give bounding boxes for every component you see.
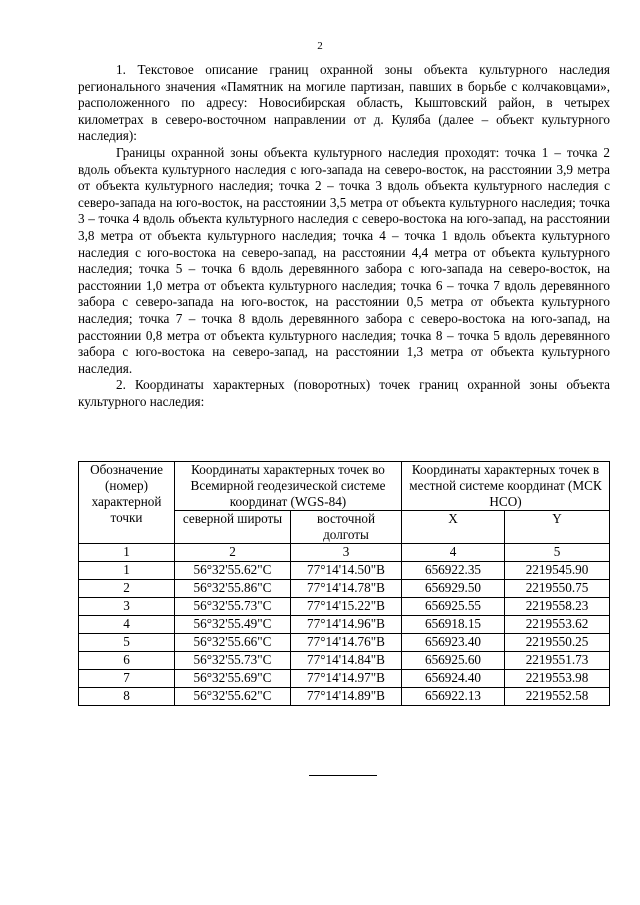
x-cell: 656923.40 [402, 634, 505, 652]
y-cell: 2219558.23 [505, 598, 610, 616]
latitude-cell: 56°32'55.62"С [175, 688, 291, 706]
longitude-cell: 77°14'14.84"В [291, 652, 402, 670]
x-cell: 656922.13 [402, 688, 505, 706]
latitude-cell: 56°32'55.62"С [175, 562, 291, 580]
column-number: 3 [291, 544, 402, 562]
longitude-cell: 77°14'14.50"В [291, 562, 402, 580]
column-number-row [79, 544, 610, 562]
y-cell: 2219552.58 [505, 688, 610, 706]
header-y: Y [505, 511, 610, 544]
x-cell: 656925.55 [402, 598, 505, 616]
longitude-cell: 77°14'15.22"В [291, 598, 402, 616]
table-row [79, 562, 610, 580]
column-number: 4 [402, 544, 505, 562]
column-number: 2 [175, 544, 291, 562]
table-row [79, 616, 610, 634]
x-cell: 656922.35 [402, 562, 505, 580]
longitude-cell: 77°14'14.96"В [291, 616, 402, 634]
point-number-cell: 8 [79, 688, 175, 706]
latitude-cell: 56°32'55.49"С [175, 616, 291, 634]
header-longitude: восточной долготы [291, 511, 402, 544]
x-cell: 656918.15 [402, 616, 505, 634]
header-wgs84: Координаты характерных точек во Всемирной геодезической системе координат (WGS-84) [175, 462, 402, 511]
paragraph-boundary-points: Границы охранной зоны объекта культурного наследия проходят: точка 1 – точка 2 вдоль объекта культурного наследия с юго-запада на северо-восток, на расстоянии 3,9 метра от объекта культурного наследия; точка 2 – точка 3 вдоль объекта культурного наследия с северо-запада на юго-восток, на расстоянии 3,5 метра от объекта культурного наследия; точка 3 – точка 4 вдоль объекта культурного наследия с северо-востока на юго-запад, на расстоянии 3,8 метра от объекта культурного наследия; точка 4 – точка 1 вдоль объекта культурного наследия с юго-востока на северо-запад, на расстоянии 4,4 метра от объекта культурного наследия; точка 5 – точка 6 вдоль деревянного забора с юго-запада на северо-восток, на расстоянии 1,0 метра от объекта культурного наследия; точка 6 – точка 7 вдоль деревянного забора с северо-запада на юго-восток, на расстоянии 0,5 метра от объекта культурного наследия; точка 7 – точка 8 вдоль деревянного забора с северо-востока на юго-запад, на расстоянии 0,8 метра от объекта культурного наследия; точка 8 – точка 5 вдоль деревянного забора с юго-востока на северо-запад, на расстоянии 1,3 метра от объекта культурного наследия. [78, 144, 610, 376]
point-number-cell: 7 [79, 670, 175, 688]
x-cell: 656924.40 [402, 670, 505, 688]
y-cell: 2219553.62 [505, 616, 610, 634]
column-number: 1 [79, 544, 175, 562]
x-cell: 656929.50 [402, 580, 505, 598]
point-number-cell: 4 [79, 616, 175, 634]
column-number: 5 [505, 544, 610, 562]
table-header-row [79, 462, 610, 511]
longitude-cell: 77°14'14.76"В [291, 634, 402, 652]
page-number: 2 [317, 40, 323, 52]
document-body [78, 62, 610, 410]
latitude-cell: 56°32'55.69"С [175, 670, 291, 688]
x-cell: 656925.60 [402, 652, 505, 670]
coordinates-table [78, 461, 610, 706]
latitude-cell: 56°32'55.66"С [175, 634, 291, 652]
y-cell: 2219550.25 [505, 634, 610, 652]
latitude-cell: 56°32'55.73"С [175, 652, 291, 670]
table-row [79, 688, 610, 706]
point-number-cell: 2 [79, 580, 175, 598]
latitude-cell: 56°32'55.86"С [175, 580, 291, 598]
paragraph-coordinates-intro: 2. Координаты характерных (поворотных) точек границ охранной зоны объекта культурного наследия: [78, 377, 610, 409]
longitude-cell: 77°14'14.97"В [291, 670, 402, 688]
header-local-system: Координаты характерных точек в местной системе координат (МСК НСО) [402, 462, 610, 511]
y-cell: 2219551.73 [505, 652, 610, 670]
paragraph-boundaries-description: 1. Текстовое описание границ охранной зоны объекта культурного наследия регионального значения «Памятник на могиле партизан, павших в борьбе с колчаковцами», расположенного по адресу: Новосибирская область, Кыштовский район, в четырех километрах в северо-восточном направлении от д. Куляба (далее – объект культурного наследия): [78, 62, 610, 144]
y-cell: 2219553.98 [505, 670, 610, 688]
point-number-cell: 1 [79, 562, 175, 580]
end-divider [309, 775, 377, 776]
header-x: X [402, 511, 505, 544]
y-cell: 2219545.90 [505, 562, 610, 580]
y-cell: 2219550.75 [505, 580, 610, 598]
point-number-cell: 3 [79, 598, 175, 616]
point-number-cell: 6 [79, 652, 175, 670]
table-row [79, 634, 610, 652]
table-row [79, 580, 610, 598]
header-point-designation: Обозначение (номер) характерной точки [79, 462, 175, 544]
table-row [79, 670, 610, 688]
header-latitude: северной широты [175, 511, 291, 544]
longitude-cell: 77°14'14.89"В [291, 688, 402, 706]
longitude-cell: 77°14'14.78"В [291, 580, 402, 598]
table-row [79, 598, 610, 616]
table-row [79, 652, 610, 670]
point-number-cell: 5 [79, 634, 175, 652]
latitude-cell: 56°32'55.73"С [175, 598, 291, 616]
